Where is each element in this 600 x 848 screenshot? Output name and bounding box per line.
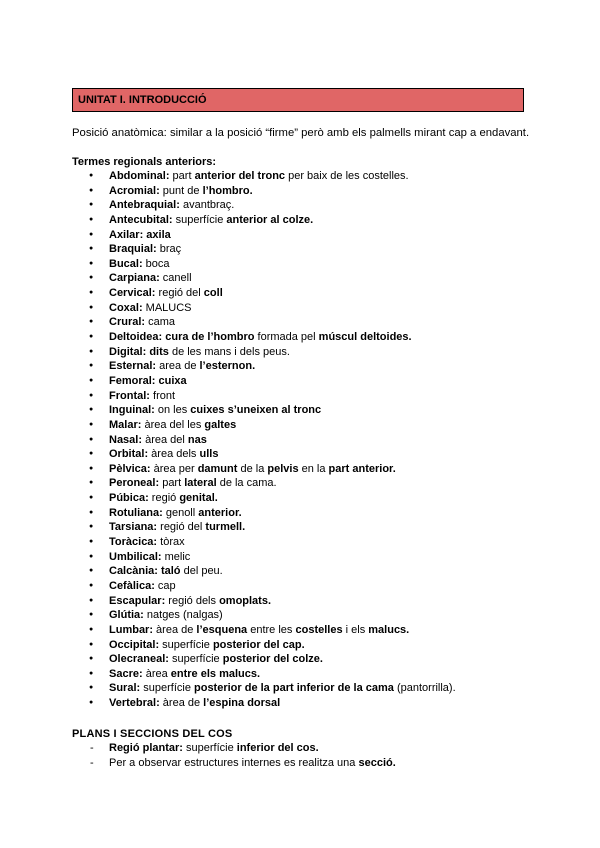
bold-text: lateral — [184, 477, 217, 490]
text: punt de — [159, 184, 203, 197]
text: de la cama. — [216, 477, 277, 490]
bold-text: Vertebral: — [109, 697, 160, 710]
text: del peu. — [180, 565, 223, 578]
bold-text: Calcània: taló — [109, 565, 181, 578]
text: per baix de les costelles. — [285, 170, 409, 182]
list-item — [72, 608, 456, 623]
bold-text: Rotuliana: — [109, 506, 163, 519]
bold-text: anterior al colze. — [226, 213, 314, 226]
text: cap — [154, 579, 176, 592]
text: àrea de — [153, 623, 197, 636]
bold-text: Olecraneal: — [109, 653, 169, 666]
text: part — [169, 170, 195, 182]
bold-text: múscul deltoides. — [318, 331, 412, 344]
bold-text: Glútia: — [109, 609, 144, 622]
bold-text: Peroneal: — [109, 477, 160, 490]
text: regió del — [157, 521, 206, 534]
bold-text: Malar: — [109, 418, 142, 431]
text: de la — [237, 462, 268, 475]
bold-text: anterior del tronc — [194, 170, 286, 182]
bold-text: Tarsiana: — [109, 521, 158, 534]
list-item — [72, 638, 456, 653]
bold-text: part anterior. — [328, 462, 396, 475]
list-item — [72, 228, 456, 243]
bold-text: Cervical: — [109, 287, 156, 300]
text: superfície — [172, 213, 227, 226]
text: regió dels — [165, 594, 220, 607]
list-item — [72, 623, 456, 638]
list-item — [72, 169, 456, 184]
plans-sections-list — [72, 741, 396, 771]
list-item — [72, 756, 396, 771]
bold-text: Regió plantar: — [109, 742, 183, 754]
list-item — [72, 550, 456, 565]
bold-text: Lumbar: — [109, 623, 153, 636]
list-item — [72, 213, 456, 228]
list-item — [72, 315, 456, 330]
list-item — [72, 433, 456, 448]
regional-terms-list — [72, 169, 456, 711]
bold-text: Braquial: — [109, 243, 157, 256]
list-item — [72, 286, 456, 301]
text: àrea del les — [141, 418, 205, 431]
bold-text: galtes — [204, 418, 237, 431]
text: genoll — [162, 506, 199, 519]
bold-text: posterior del cap. — [212, 638, 305, 651]
text: melic — [161, 550, 191, 563]
bold-text: Esternal: — [109, 360, 157, 373]
bold-text: l’esquena — [196, 623, 248, 636]
bold-text: Occipital: — [109, 638, 160, 651]
text: regió del — [155, 287, 204, 300]
list-item — [72, 564, 456, 579]
list-item — [72, 198, 456, 213]
bold-text: Pèlvica: — [109, 462, 151, 475]
bold-text: omoplats. — [219, 594, 272, 607]
unit-title-banner: UNITAT I. INTRODUCCIÓ — [72, 88, 524, 112]
bold-text: posterior del colze. — [222, 653, 323, 666]
list-item — [72, 696, 456, 711]
bold-text: Antecubital: — [109, 213, 173, 226]
bold-text: l’hombro. — [202, 184, 253, 197]
text: superfície — [168, 653, 223, 666]
bold-text: coll — [203, 287, 223, 300]
text: braç — [156, 243, 182, 256]
text: boca — [142, 257, 170, 270]
bold-text: cuixes s’uneixen al tronc — [190, 404, 322, 417]
text: formada pel — [254, 331, 319, 344]
bold-text: damunt — [197, 462, 238, 475]
text: Per a observar estructures internes es realitza una — [109, 757, 359, 769]
text: àrea per — [150, 462, 198, 475]
bold-text: Bucal: — [109, 257, 143, 270]
text: regió — [148, 492, 180, 505]
text: cama — [145, 316, 176, 329]
bold-text: Púbica: — [109, 492, 149, 505]
list-item — [72, 389, 456, 404]
text: (pantorrilla). — [393, 682, 456, 695]
bold-text: turmell. — [205, 521, 246, 534]
text: superfície — [140, 682, 194, 695]
bold-text: Crural: — [109, 316, 146, 329]
text: avantbraç. — [179, 199, 235, 212]
bold-text: Abdominal: — [109, 170, 170, 182]
bold-text: secció. — [358, 757, 396, 769]
bold-text: l’espina dorsal — [203, 697, 281, 710]
bold-text: nas — [187, 433, 207, 446]
list-item — [72, 667, 456, 682]
bold-text: Coxal: — [109, 301, 143, 314]
list-item — [72, 403, 456, 418]
text: canell — [159, 272, 192, 285]
text: part — [159, 477, 185, 490]
list-item — [72, 447, 456, 462]
bold-text: Cefàlica: — [109, 579, 155, 592]
plans-sections-heading: PLANS I SECCIONS DEL COS — [72, 728, 233, 740]
bold-text: Inguinal: — [109, 404, 155, 417]
list-item — [72, 594, 456, 609]
bold-text: ulls — [199, 448, 219, 461]
list-item — [72, 242, 456, 257]
list-item — [72, 374, 456, 389]
bold-text: Nasal: — [109, 433, 143, 446]
list-item — [72, 741, 396, 756]
list-item — [72, 652, 456, 667]
bold-text: Digital: dits — [109, 345, 169, 358]
text: àrea de — [159, 697, 204, 710]
list-item — [72, 359, 456, 374]
text: àrea dels — [148, 448, 200, 461]
list-item — [72, 184, 456, 199]
bold-text: Antebraquial: — [109, 199, 180, 212]
text: i els — [342, 623, 369, 636]
text: tòrax — [157, 536, 185, 549]
anatomical-position-text: Posició anatòmica: similar a la posició “firme” però amb els palmells mirant cap a endavant. — [72, 127, 530, 139]
list-item — [72, 535, 456, 550]
list-item — [72, 476, 456, 491]
bold-text: posterior de la part inferior de la cama — [194, 682, 394, 695]
bold-text: costelles — [295, 623, 343, 636]
text: MALUCS — [142, 301, 192, 314]
bold-text: Toràcica: — [109, 536, 158, 549]
list-item — [72, 491, 456, 506]
list-item — [72, 330, 456, 345]
list-item — [72, 520, 456, 535]
bold-text: l’esternon. — [199, 360, 256, 373]
list-item — [72, 345, 456, 360]
text: superfície — [159, 638, 213, 651]
list-item — [72, 271, 456, 286]
bold-text: anterior. — [198, 506, 242, 519]
bold-text: malucs. — [368, 623, 410, 636]
bold-text: Sacre: — [109, 667, 143, 680]
list-item — [72, 418, 456, 433]
text: natges (nalgas) — [143, 609, 223, 622]
list-item — [72, 301, 456, 316]
bold-text: Escapular: — [109, 594, 166, 607]
bold-text: Sural: — [109, 682, 141, 695]
list-item — [72, 462, 456, 477]
text: àrea del — [142, 433, 188, 446]
list-item — [72, 579, 456, 594]
bold-text: inferior del cos. — [236, 742, 319, 754]
text: de les mans i dels peus. — [168, 345, 290, 358]
bold-text: entre els malucs. — [170, 667, 261, 680]
text: front — [149, 389, 176, 402]
bold-text: Umbilical: — [109, 550, 162, 563]
bold-text: Acromial: — [109, 184, 160, 197]
text: area de — [156, 360, 200, 373]
bold-text: Carpiana: — [109, 272, 160, 285]
text: on les — [154, 404, 191, 417]
text: entre les — [247, 623, 296, 636]
bold-text: genital. — [179, 492, 218, 505]
text: en la — [298, 462, 329, 475]
bold-text: Femoral: cuixa — [109, 374, 187, 387]
text: àrea — [142, 667, 171, 680]
bold-text: Frontal: — [109, 389, 150, 402]
text: superfície — [182, 742, 237, 754]
list-item — [72, 681, 456, 696]
bold-text: Axilar: axila — [109, 228, 171, 241]
list-item — [72, 257, 456, 272]
anterior-terms-heading: Termes regionals anteriors: — [72, 156, 217, 168]
bold-text: Deltoidea: cura de l’hombro — [109, 331, 255, 344]
bold-text: Orbital: — [109, 448, 149, 461]
bold-text: pelvis — [267, 462, 299, 475]
list-item — [72, 506, 456, 521]
